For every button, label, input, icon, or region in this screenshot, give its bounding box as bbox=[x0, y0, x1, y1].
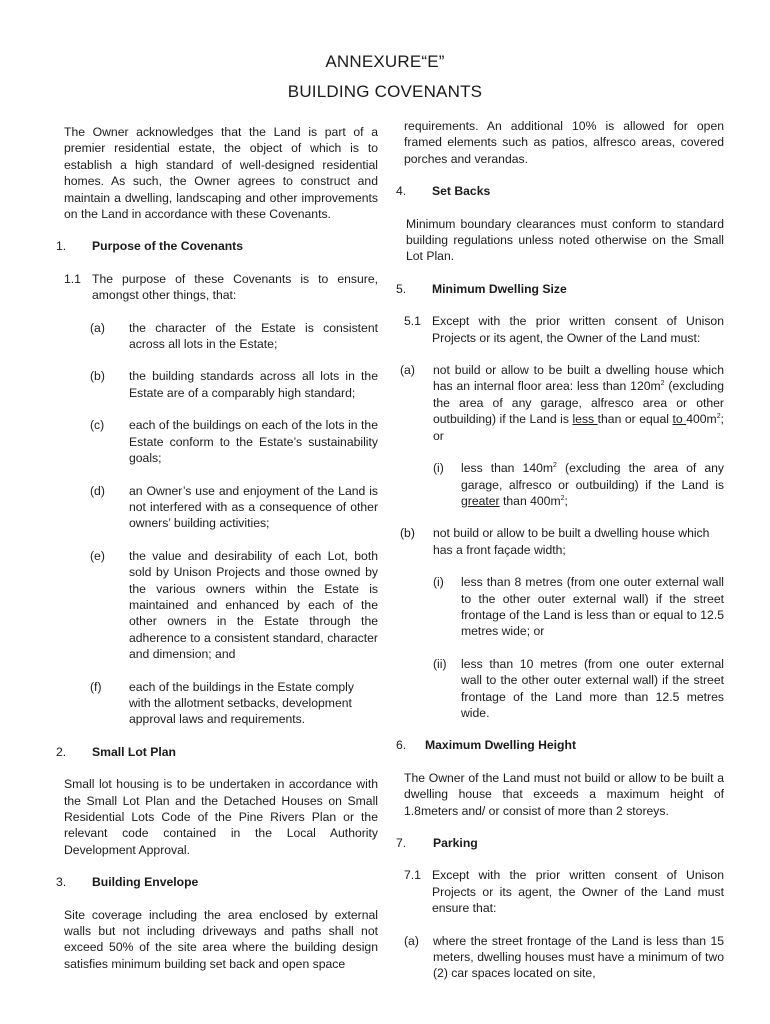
item-label: (d) bbox=[90, 483, 105, 498]
section-2-heading bbox=[56, 744, 378, 760]
section-title: Purpose of the Covenants bbox=[92, 239, 244, 254]
item-text: not build or allow to be built a dwelling house which has a front façade width; bbox=[433, 526, 710, 557]
section-4-text: Minimum boundary clearances must conform to standard building regulations unless noted otherwise on the Small Lot Plan. bbox=[406, 216, 724, 264]
document-title: ANNEXURE“E” bbox=[325, 52, 445, 71]
document-subtitle: BUILDING COVENANTS bbox=[287, 82, 483, 101]
section-2-text: Small lot housing is to be undertaken in accordance with the Small Lot Plan and the Detached Houses on Small Residential Lots Code of the Pine Rivers Plan or the relevant code contained in the Local Authority Development Approval. bbox=[64, 777, 378, 857]
list-item bbox=[90, 417, 378, 466]
item-label: (b) bbox=[400, 526, 415, 541]
section-4-heading bbox=[396, 183, 724, 199]
section-number: 2. bbox=[56, 744, 67, 759]
list-item-7a bbox=[404, 933, 724, 982]
item-text: each of the buildings on each of the lots in the Estate conform to the Estate’s sustainability goals; bbox=[129, 418, 378, 466]
section-1-heading bbox=[56, 238, 378, 254]
item-label: (ii) bbox=[433, 656, 447, 671]
section-title: Maximum Dwelling Height bbox=[425, 738, 577, 753]
item-label: (i) bbox=[433, 575, 444, 590]
section-5-heading bbox=[396, 281, 724, 297]
item-text: an Owner’s use and enjoyment of the Land is not interfered with as a consequence of other owners’ building activities; bbox=[129, 483, 378, 531]
item-text: the building standards across all lots in the Estate are of a comparably high standard; bbox=[129, 369, 378, 400]
section-6-text: The Owner of the Land must not build or allow to be built a dwelling house that exceeds a maximum height of 1.8meters and/ or consist of more than 2 storeys. bbox=[404, 770, 724, 818]
right-column bbox=[396, 118, 724, 998]
list-item-5b-ii bbox=[433, 656, 724, 722]
item-text: not build or allow to be built a dwelling house which has an internal floor area: less than $120m^2$ (excluding the area of any garage, alfresco area or other outbuilding) if the Land is less than or equal to $400m^2$; or bbox=[433, 363, 724, 443]
clause-7-1 bbox=[404, 867, 724, 916]
clause-number: 1.1 bbox=[64, 271, 81, 286]
item-text: the character of the Estate is consistent across all lots in the Estate; bbox=[129, 320, 378, 352]
clause-text: The purpose of these Covenants is to ensure, amongst other things, that: bbox=[92, 271, 378, 303]
item-text: less than 8 metres (from one outer external wall to the other outer external wall) if the street frontage of the Land is less than or equal to 12.5 metres wide; or bbox=[461, 575, 724, 639]
section-number: 4. bbox=[396, 184, 407, 199]
list-item-5b bbox=[400, 525, 724, 558]
item-label: (e) bbox=[90, 548, 105, 563]
item-label: (i) bbox=[433, 461, 444, 476]
list-item-5a bbox=[400, 362, 724, 444]
section-title: Minimum Dwelling Size bbox=[432, 281, 567, 296]
item-label: (a) bbox=[90, 320, 105, 335]
section-3-heading bbox=[56, 874, 378, 890]
item-text: the value and desirability of each Lot, both sold by Unison Projects and those owned by the various owners within the Estate is maintained and enhanced by each of the other owners in the Estate through the adherence to a consistent standard, character and dimension; and bbox=[129, 548, 378, 662]
item-label: (c) bbox=[90, 418, 105, 433]
item-text: where the street frontage of the Land is less than 15 meters, dwelling houses must have a minimum of two (2) car spaces located on site, bbox=[433, 933, 724, 981]
clause-number: 7.1 bbox=[404, 868, 421, 883]
section-number: 6. bbox=[396, 738, 407, 753]
list-item bbox=[90, 320, 378, 353]
intro-paragraph: The Owner acknowledges that the Land is part of a premier residential estate, the object of which is to establish a high standard of well-designed residential homes. As such, the Owner agrees to construct and maintain a dwelling, landscaping and other improvements on the Land in accordance with these Covenants. bbox=[64, 125, 378, 222]
section-title: Small Lot Plan bbox=[92, 744, 176, 759]
item-text: less than 10 metres (from one outer external wall to the other outer external wall) if the street frontage of the Land more than 12.5 metres wide. bbox=[461, 656, 724, 720]
clause-number: 5.1 bbox=[404, 314, 421, 329]
list-item-5a-i bbox=[433, 460, 724, 509]
item-text: less than $140m^2$ (excluding the area of any garage, alfresco or outbuilding) if the Land is greater than $400m^2$; bbox=[461, 461, 724, 508]
clause-5-1 bbox=[404, 313, 724, 346]
clause-1-1 bbox=[64, 271, 378, 304]
section-6-heading bbox=[396, 737, 724, 753]
section-number: 7. bbox=[396, 836, 407, 850]
section-number: 3. bbox=[56, 875, 67, 890]
item-label: (a) bbox=[400, 363, 415, 378]
left-column bbox=[56, 124, 378, 988]
section-title: Set Backs bbox=[432, 184, 491, 199]
section-number: 1. bbox=[56, 239, 67, 254]
section-title: Parking bbox=[433, 836, 478, 850]
item-text: each of the buildings in the Estate comply with the allotment setbacks, development approval laws and requirements. bbox=[129, 679, 354, 727]
list-item bbox=[90, 368, 378, 401]
item-label: (b) bbox=[90, 369, 105, 384]
list-item-5b-i bbox=[433, 574, 724, 640]
clause-text: Except with the prior written consent of Unison Projects or its agent, the Owner of the Land must: bbox=[432, 314, 724, 345]
section-title: Building Envelope bbox=[92, 875, 199, 890]
section-number: 5. bbox=[396, 281, 407, 296]
item-label: (f) bbox=[90, 679, 102, 694]
list-item bbox=[90, 483, 378, 532]
section-3-continued: requirements. An additional 10% is allowed for open framed elements such as patios, alfresco areas, covered porches and verandas. bbox=[404, 119, 724, 166]
list-item bbox=[90, 548, 378, 663]
section-3-text: Site coverage including the area enclosed by external walls but not including driveways and paths shall not exceed 50% of the site area where the building design satisfies minimum building set back and open space bbox=[64, 907, 378, 971]
list-item bbox=[90, 679, 378, 728]
section-7-heading bbox=[396, 835, 724, 851]
clause-text: Except with the prior written consent of Unison Projects or its agent, the Owner of the Land must ensure that: bbox=[432, 868, 724, 916]
item-label: (a) bbox=[404, 933, 419, 948]
